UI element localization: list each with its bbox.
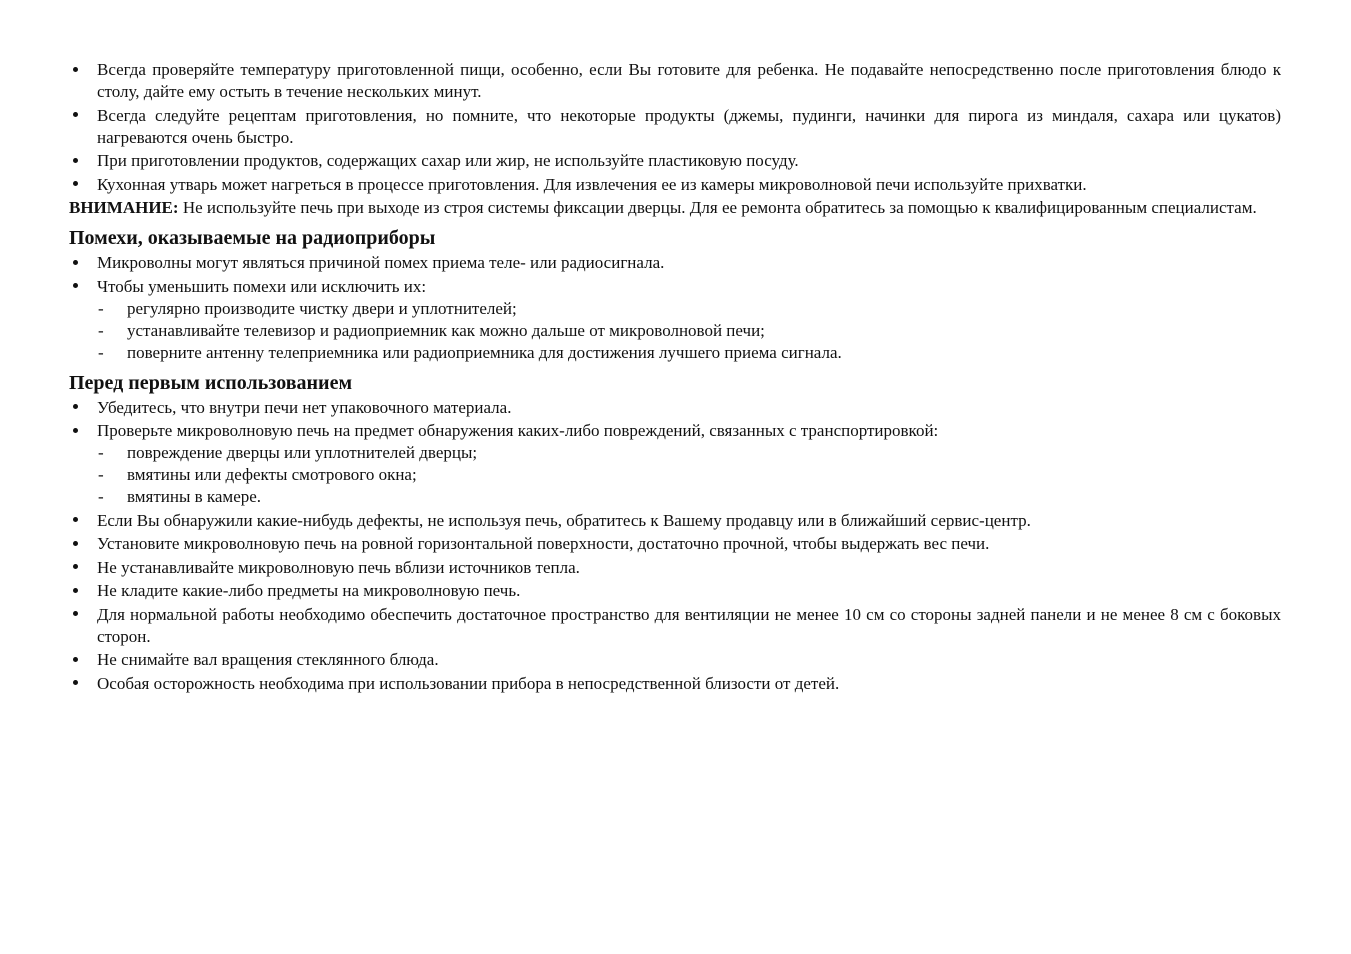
list-item: Установите микроволновую печь на ровной горизонтальной поверхности, достаточно прочной, чтобы выдержать вес печи.	[69, 533, 1281, 555]
dash-marker: -	[98, 465, 104, 484]
first-use-list	[69, 397, 1281, 695]
bullet-icon	[69, 150, 81, 172]
list-item: Не кладите какие-либо предметы на микроволновую печь.	[69, 580, 1281, 602]
sublist-item: - регулярно производите чистку двери и уплотнителей;	[98, 298, 517, 318]
damage-sublist	[69, 442, 1281, 508]
section-heading-first-use: Перед первым использованием	[69, 371, 353, 394]
document-page	[69, 59, 1281, 696]
warning-label: ВНИМАНИЕ:	[69, 198, 179, 217]
list-item: Особая осторожность необходима при использовании прибора в непосредственной близости от детей.	[69, 673, 1281, 695]
bullet-icon	[69, 252, 81, 274]
safety-list	[69, 59, 1281, 196]
sublist-item: - вмятины в камере.	[98, 487, 262, 506]
list-item: Кухонная утварь может нагреться в процессе приготовления. Для извлечения ее из камеры микроволновой печи используйте прихватки.	[69, 174, 1281, 196]
list-item: Всегда проверяйте температуру приготовленной пищи, особенно, если Вы готовите для ребенка. Не подавайте непосредственно после приготовления блюдо к столу, дайте ему остыть в течение нескольких минут.	[69, 59, 1281, 103]
dash-marker: -	[98, 342, 104, 362]
list-item: Убедитесь, что внутри печи нет упаковочного материала.	[69, 397, 1281, 419]
list-item: Проверьте микроволновую печь на предмет обнаружения каких-либо повреждений, связанных с транспортировкой: - повреждение дверцы или уплотнителей дверцы; - вмятины или дефекты смотрового окна; - вмятины в камере.	[69, 420, 1281, 508]
interference-sublist	[69, 298, 1281, 364]
list-item: Если Вы обнаружили какие-нибудь дефекты, не используя печь, обратитесь к Вашему продавцу или в ближайший сервис-центр.	[69, 510, 1281, 532]
list-item: Всегда следуйте рецептам приготовления, но помните, что некоторые продукты (джемы, пудинги, начинки для пирога из миндаля, сахара или цукатов) нагреваются очень быстро.	[69, 105, 1281, 149]
bullet-icon	[69, 580, 81, 602]
sublist-item: - устанавливайте телевизор и радиоприемник как можно дальше от микроволновой печи;	[98, 320, 765, 340]
bullet-icon	[69, 174, 81, 196]
bullet-icon	[69, 105, 81, 127]
bullet-icon	[69, 604, 81, 626]
interference-list	[69, 252, 1281, 364]
bullet-icon	[69, 557, 81, 579]
list-item: Для нормальной работы необходимо обеспечить достаточное пространство для вентиляции не менее 10 см со стороны задней панели и не менее 8 см с боковых сторон.	[69, 604, 1281, 648]
warning-paragraph	[69, 197, 1281, 219]
bullet-icon	[69, 397, 81, 419]
bullet-icon	[69, 533, 81, 555]
sublist-item: - поверните антенну телеприемника или радиоприемника для достижения лучшего приема сигнала.	[98, 342, 842, 362]
bullet-icon	[69, 276, 81, 298]
sublist-item: - повреждение дверцы или уплотнителей дверцы;	[98, 443, 478, 462]
list-item: При приготовлении продуктов, содержащих сахар или жир, не используйте пластиковую посуду.	[69, 150, 1281, 172]
dash-marker: -	[98, 320, 104, 340]
dash-marker: -	[98, 487, 104, 506]
list-item: Не снимайте вал вращения стеклянного блюда.	[69, 649, 1281, 671]
bullet-icon	[69, 673, 81, 695]
bullet-icon	[69, 510, 81, 532]
sublist-item: - вмятины или дефекты смотрового окна;	[98, 465, 417, 484]
dash-marker: -	[98, 298, 104, 318]
bullet-icon	[69, 649, 81, 671]
section-heading-interference: Помехи, оказываемые на радиоприборы	[69, 227, 436, 249]
bullet-icon	[69, 420, 81, 442]
list-item: Чтобы уменьшить помехи или исключить их: - регулярно производите чистку двери и уплотнителей; - устанавливайте телевизор и радиоприемник как можно дальше от микроволновой печи; - поверните антенну телеприемника или радиоприемника для достижения лучшего приема сигнала.	[69, 276, 1281, 364]
dash-marker: -	[98, 443, 104, 462]
list-item: Не устанавливайте микроволновую печь вблизи источников тепла.	[69, 557, 1281, 579]
bullet-icon	[69, 59, 81, 81]
warning-text: Не используйте печь при выходе из строя системы фиксации дверцы. Для ее ремонта обратитесь за помощью к квалифицированным специалистам.	[178, 198, 1257, 217]
list-item: Микроволны могут являться причиной помех приема теле- или радиосигнала.	[69, 252, 1281, 274]
